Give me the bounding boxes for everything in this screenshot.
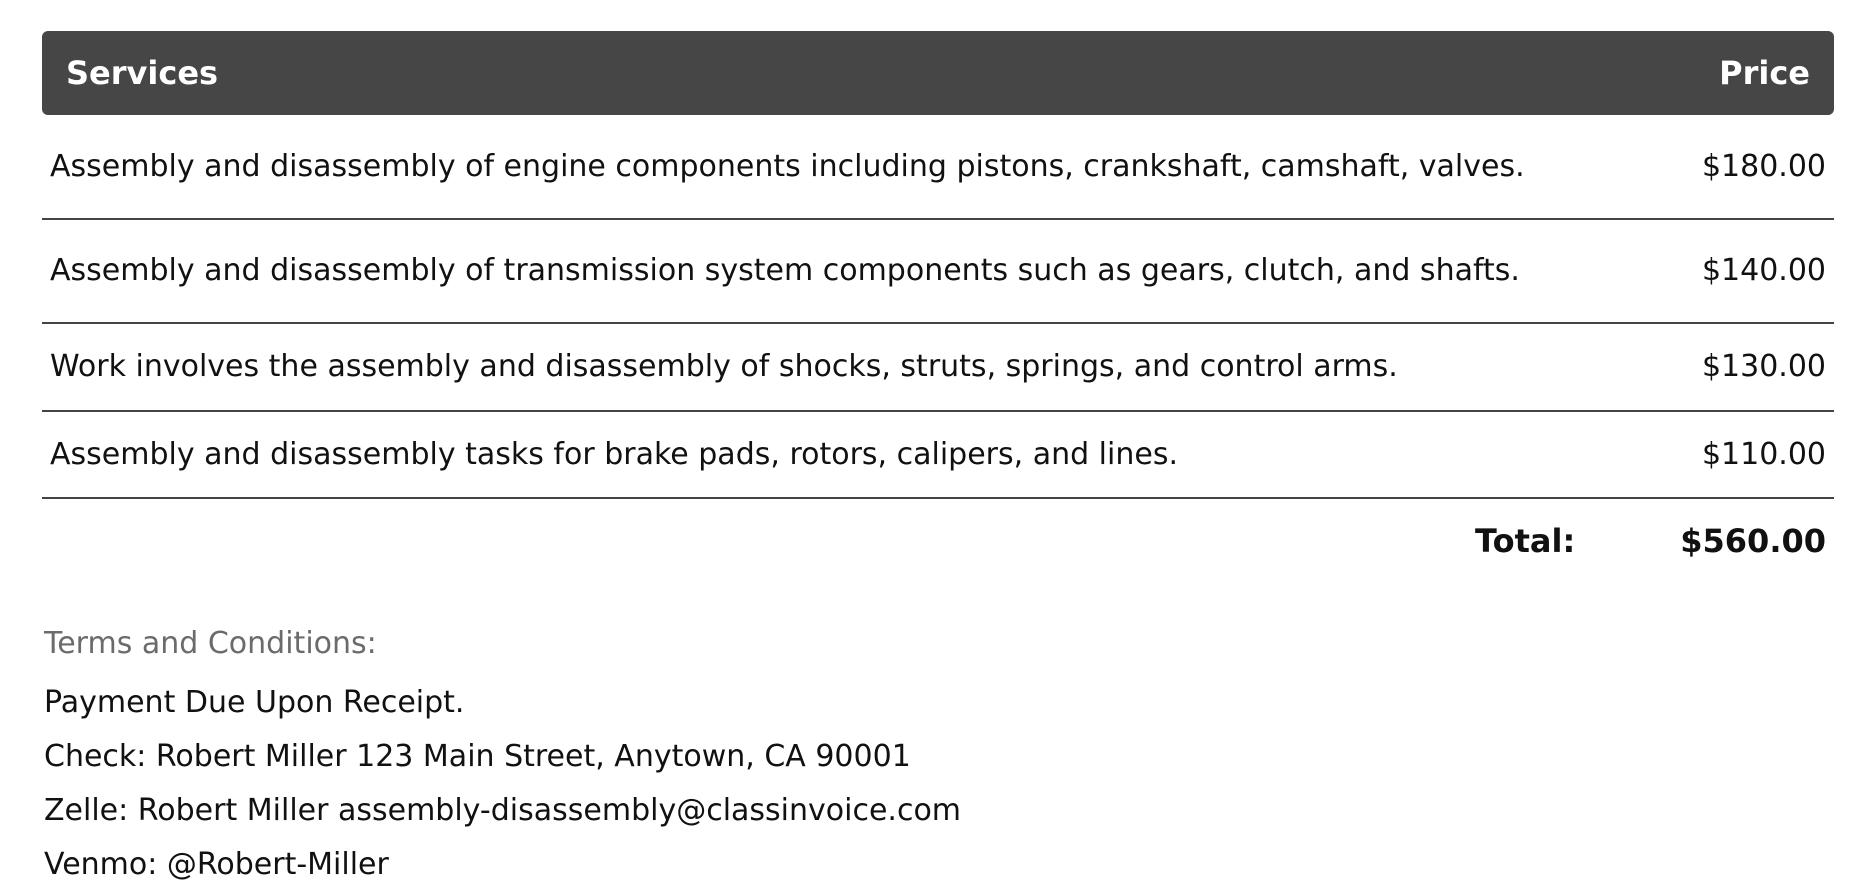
service-price: $110.00 — [1701, 436, 1826, 472]
table-row — [42, 324, 1834, 412]
header-services: Services — [66, 54, 219, 92]
table-row — [42, 115, 1834, 220]
terms-section — [44, 622, 961, 892]
table-row — [42, 220, 1834, 324]
total-label: Total: — [1475, 522, 1576, 560]
terms-line: Venmo: @Robert-Miller — [44, 847, 389, 882]
service-description: Work involves the assembly and disassembly of shocks, struts, springs, and control arms. — [50, 349, 1398, 384]
total-value: $560.00 — [1680, 522, 1826, 560]
service-price: $140.00 — [1701, 253, 1826, 288]
header-price: Price — [1719, 54, 1810, 92]
service-price: $130.00 — [1701, 349, 1826, 384]
service-price: $180.00 — [1701, 148, 1826, 184]
table-row — [42, 412, 1834, 499]
table-header — [42, 31, 1834, 115]
terms-title: Terms and Conditions: — [44, 626, 377, 661]
service-description: Assembly and disassembly of engine components including pistons, crankshaft, camshaft, valves. — [50, 148, 1525, 184]
service-description: Assembly and disassembly tasks for brake pads, rotors, calipers, and lines. — [50, 436, 1178, 472]
terms-line: Check: Robert Miller 123 Main Street, Anytown, CA 90001 — [44, 739, 911, 774]
service-description: Assembly and disassembly of transmission system components such as gears, clutch, and shafts. — [50, 253, 1520, 288]
terms-line: Payment Due Upon Receipt. — [44, 685, 465, 720]
terms-line: Zelle: Robert Miller assembly-disassembly@classinvoice.com — [44, 793, 962, 828]
total-row — [42, 499, 1834, 583]
services-table — [42, 31, 1834, 583]
